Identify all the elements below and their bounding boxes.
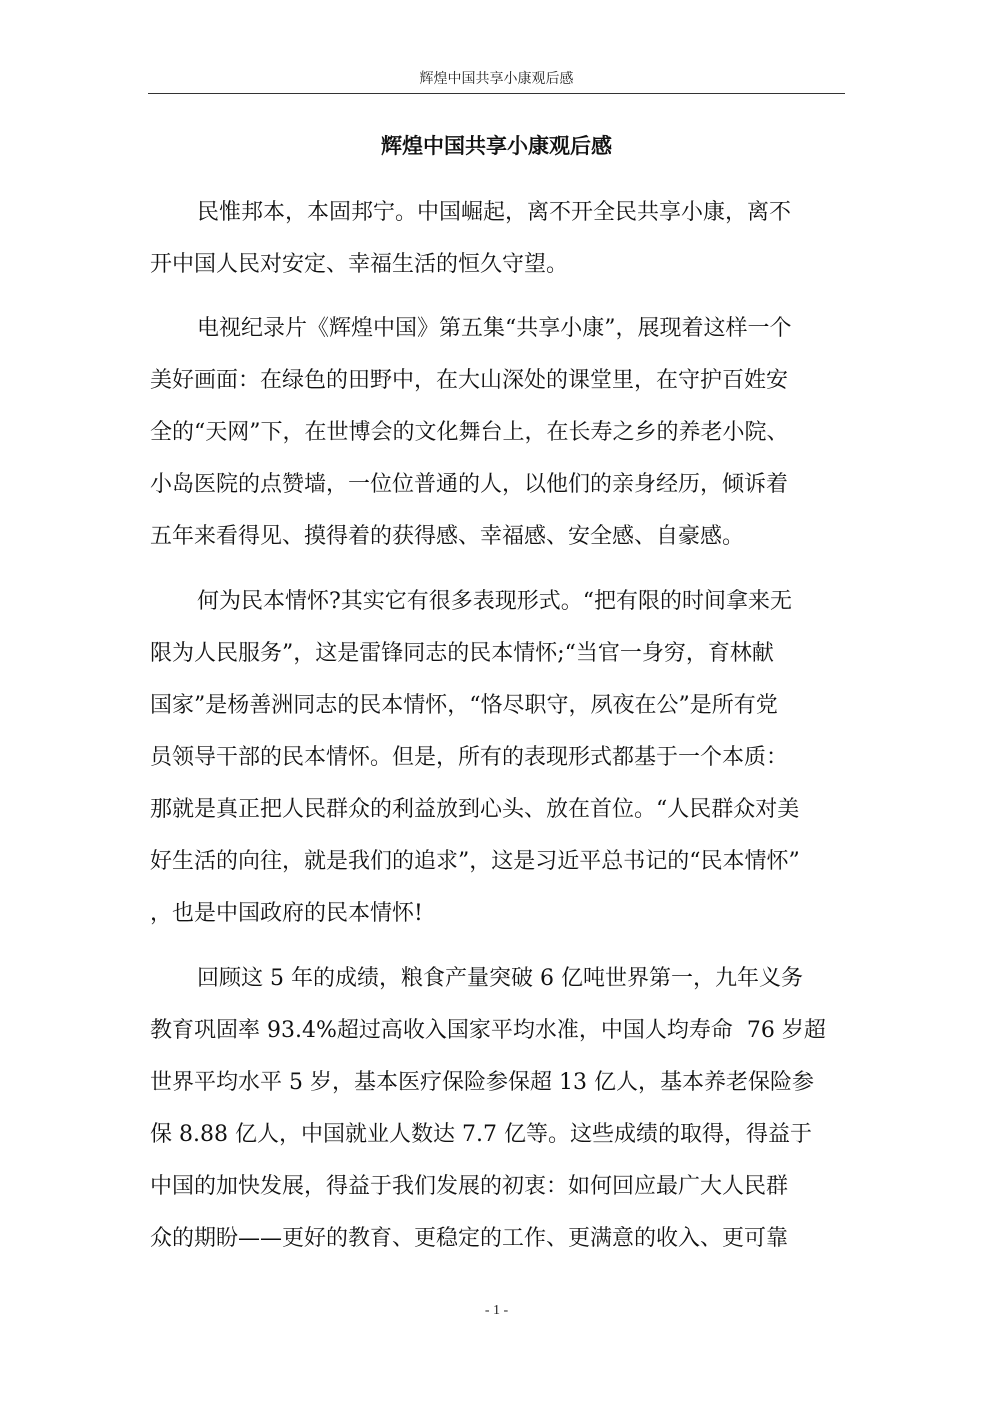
document-title: 辉煌中国共享小康观后感 bbox=[381, 134, 612, 158]
paragraph-4-line-1: 回顾这 5 年的成绩，粮食产量突破 6 亿吨世界第一，九年义务 bbox=[197, 966, 803, 991]
paragraph-1-line-2: 开中国人民对安定、幸福生活的恒久守望。 bbox=[150, 252, 569, 277]
paragraph-4-line-5: 中国的加快发展，得益于我们发展的初衷：如何回应最广大人民群 bbox=[150, 1174, 789, 1199]
page-number: - 1 - bbox=[484, 1303, 509, 1318]
paragraph-3-line-5: 那就是真正把人民群众的利益放到心头、放在首位。“人民群众对美 bbox=[150, 797, 800, 822]
paragraph-4-line-2: 教育巩固率 93.4%超过高收入国家平均水准，中国人均寿命 76 岁超 bbox=[150, 1018, 826, 1043]
paragraph-2-line-5: 五年来看得见、摸得着的获得感、幸福感、安全感、自豪感。 bbox=[150, 524, 745, 549]
paragraph-4-line-4: 保 8.88 亿人，中国就业人数达 7.7 亿等。这些成绩的取得，得益于 bbox=[150, 1122, 812, 1147]
paragraph-4-line-6: 众的期盼——更好的教育、更稳定的工作、更满意的收入、更可靠 bbox=[150, 1226, 789, 1251]
paragraph-3-line-1: 何为民本情怀?其实它有很多表现形式。“把有限的时间拿来无 bbox=[197, 589, 793, 614]
paragraph-2-line-3: 全的“天网”下，在世博会的文化舞台上，在长寿之乡的养老小院、 bbox=[150, 420, 789, 445]
paragraph-3-line-4: 员领导干部的民本情怀。但是，所有的表现形式都基于一个本质： bbox=[150, 745, 789, 770]
paragraph-3-line-2: 限为人民服务”，这是雷锋同志的民本情怀;“当官一身穷，育林献 bbox=[150, 641, 774, 666]
paragraph-3-line-6: 好生活的向往，就是我们的追求”，这是习近平总书记的“民本情怀” bbox=[150, 849, 800, 874]
paragraph-3-line-7: ，也是中国政府的民本情怀! bbox=[150, 901, 423, 926]
running-header: 辉煌中国共享小康观后感 bbox=[419, 71, 574, 87]
paragraph-2-line-4: 小岛医院的点赞墙，一位位普通的人，以他们的亲身经历，倾诉着 bbox=[150, 472, 789, 497]
paragraph-2-line-2: 美好画面：在绿色的田野中，在大山深处的课堂里，在守护百姓安 bbox=[150, 368, 789, 393]
paragraph-2-line-1: 电视纪录片《辉煌中国》第五集“共享小康”，展现着这样一个 bbox=[197, 316, 792, 341]
paragraph-1-line-1: 民惟邦本，本固邦宁。中国崛起，离不开全民共享小康，离不 bbox=[197, 200, 792, 225]
paragraph-4-line-3: 世界平均水平 5 岁，基本医疗保险参保超 13 亿人，基本养老保险参 bbox=[150, 1070, 814, 1095]
paragraph-3-line-3: 国家”是杨善洲同志的民本情怀，“恪尽职守，夙夜在公”是所有党 bbox=[150, 693, 778, 718]
header-divider bbox=[148, 93, 845, 94]
